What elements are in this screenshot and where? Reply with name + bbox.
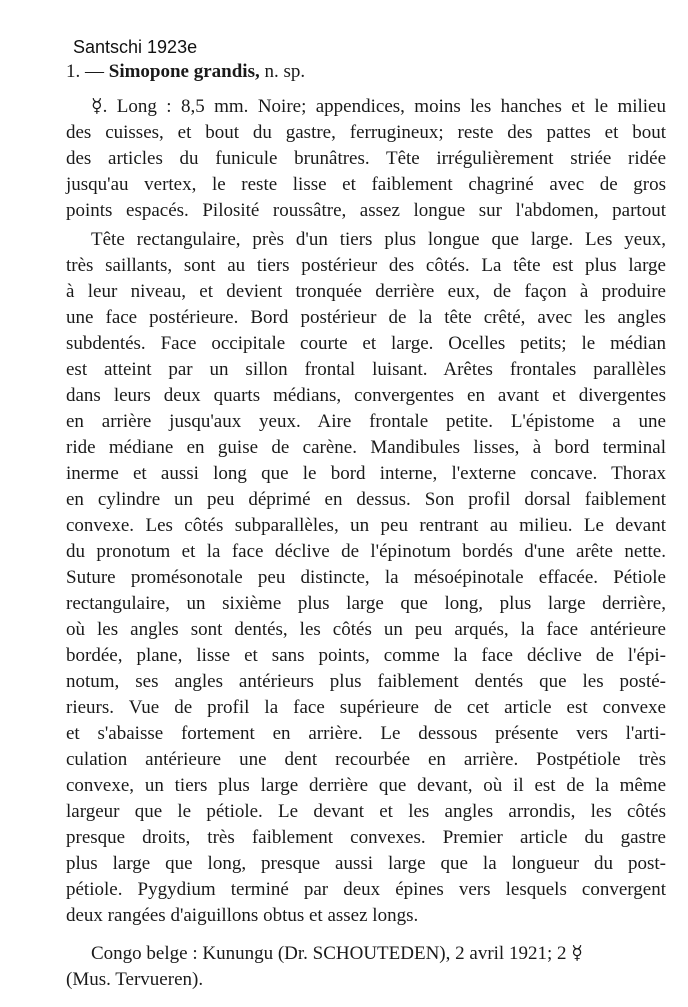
paragraph2-line: convexe, un tiers plus large derrière que devant, où il est de la même — [66, 775, 666, 796]
paragraph2-line: plus large que long, presque aussi large que la longueur du post- — [66, 853, 666, 874]
paragraph2-line: du pronotum et la face déclive de l'épinotum bordés d'une arête nette. — [66, 541, 666, 562]
heading-suffix: n. sp. — [264, 61, 306, 82]
paragraph1-line: ☿. Long : 8,5 mm. Noire; appendices, moins les hanches et le milieu — [91, 96, 666, 117]
paragraph1-line: des cuisses, et bout du gastre, ferrugineux; reste des pattes et bout — [66, 122, 666, 143]
paragraph2-line: subdentés. Face occipitale courte et large. Ocelles petits; le médian — [66, 333, 666, 354]
paragraph2-line: ride médiane en guise de carène. Mandibules lisses, à bord terminal — [66, 437, 666, 458]
paragraph2-line: inerme et aussi long que le bord interne, l'externe concave. Thorax — [66, 463, 666, 484]
paragraph2-line: en arrière jusqu'aux yeux. Aire frontale petite. L'épistome a une — [66, 411, 666, 432]
paragraph1-line: jusqu'au vertex, le reste lisse et faiblement chagriné avec de gros — [66, 174, 666, 195]
paragraph2-line: une face postérieure. Bord postérieur de la tête crêté, avec les angles — [66, 307, 666, 328]
reference-label: Santschi 1923e — [73, 37, 198, 57]
paragraph2-line: presque droits, très faiblement convexes. Premier article du gastre — [66, 827, 666, 848]
paragraph2-line: largeur que le pétiole. Le devant et les angles arrondis, les côtés — [66, 801, 666, 822]
species-name: Simopone grandis, — [108, 61, 260, 82]
paragraph2-line: à leur niveau, et devient tronquée derrière eux, de façon à produire — [66, 281, 666, 302]
species-heading — [66, 60, 305, 84]
collection-line: (Mus. Tervueren). — [66, 969, 204, 990]
paragraph2-line: deux rangées d'aiguillons obtus et assez longs. — [66, 905, 419, 926]
paragraph2-line: est atteint par un sillon frontal luisant. Arêtes frontales parallèles — [66, 359, 666, 380]
paragraph2-line: bordée, plane, lisse et sans points, comme la face déclive de l'épi- — [66, 645, 666, 666]
heading-number: 1. — — [66, 61, 104, 82]
paragraph2-line: très saillants, sont au tiers postérieur des côtés. La tête est plus large — [66, 255, 666, 276]
paragraph2-line: dans leurs deux quarts médians, convergentes en avant et divergentes — [66, 385, 666, 406]
locality-line: Congo belge : Kunungu (Dr. SCHOUTEDEN), 2 avril 1921; 2 ☿ — [91, 943, 583, 964]
paragraph2-line: rieurs. Vue de profil la face supérieure de cet article est convexe — [66, 697, 666, 718]
paragraph2-line: notum, ses angles antérieurs plus faiblement dentés que les posté- — [66, 671, 666, 692]
paragraph2-line: et s'abaisse fortement en arrière. Le dessous présente vers l'arti- — [66, 723, 666, 744]
paragraph2-line: convexe. Les côtés subparallèles, un peu rentrant au milieu. Le devant — [66, 515, 666, 536]
paragraph2-line: Suture promésonotale peu distincte, la mésoépinotale effacée. Pétiole — [66, 567, 666, 588]
paragraph2-line: où les angles sont dentés, les côtés un peu arqués, la face antérieure — [66, 619, 666, 640]
paragraph2-line: rectangulaire, un sixième plus large que long, plus large derrière, — [66, 593, 666, 614]
paragraph2-line: pétiole. Pygydium terminé par deux épines vers lesquels convergent — [66, 879, 666, 900]
paragraph1-line: points espacés. Pilosité roussâtre, assez longue sur l'abdomen, partout — [66, 200, 666, 221]
paragraph2-line: culation antérieure une dent recourbée en arrière. Postpétiole très — [66, 749, 666, 770]
paragraph2-line: Tête rectangulaire, près d'un tiers plus longue que large. Les yeux, — [91, 229, 666, 250]
paragraph1-line: des articles du funicule brunâtres. Tête irrégulièrement striée ridée — [66, 148, 666, 169]
paragraph2-line: en cylindre un peu déprimé en dessus. Son profil dorsal faiblement — [66, 489, 666, 510]
